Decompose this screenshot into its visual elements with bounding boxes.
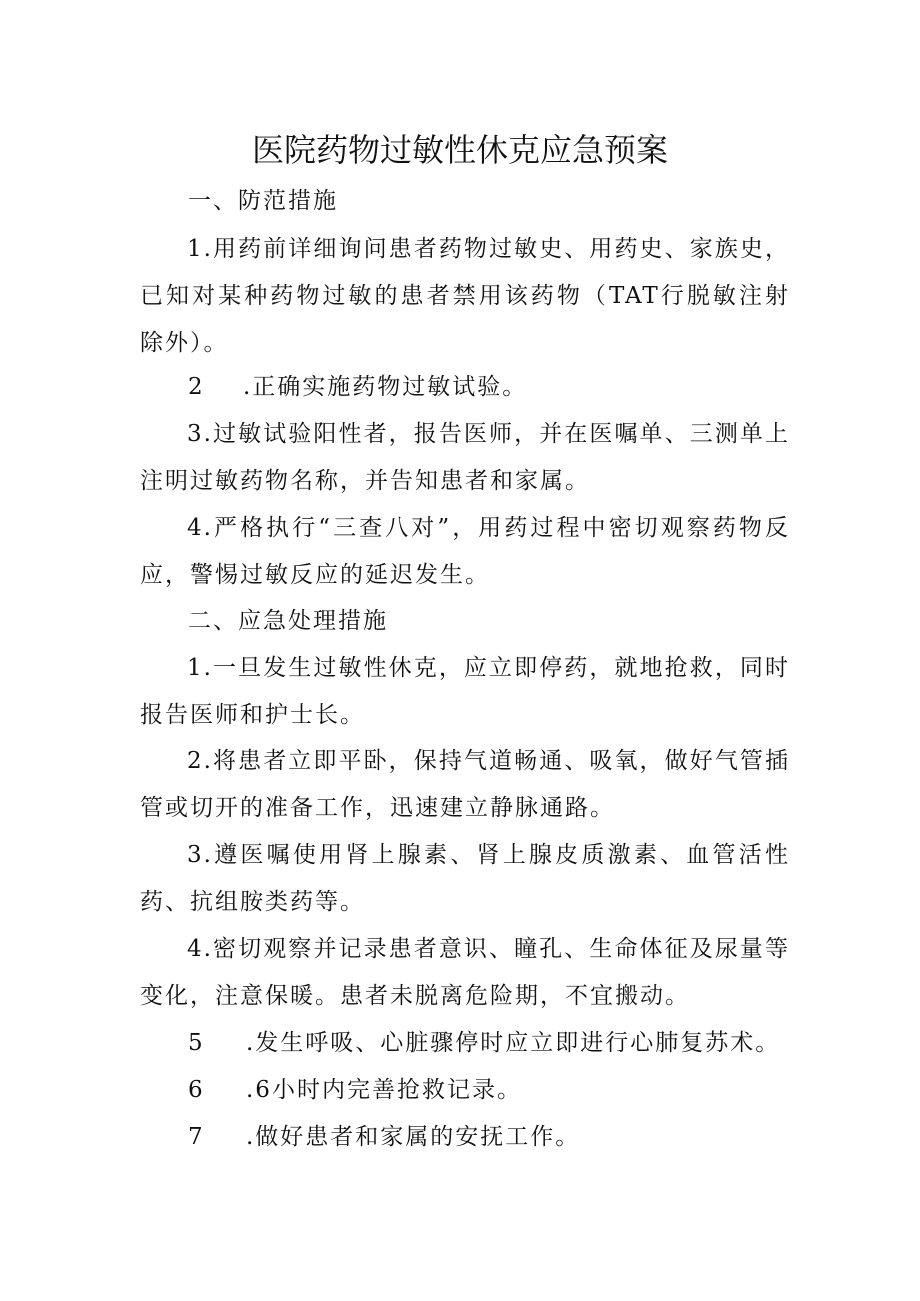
paragraph-text: 3.遵医嘱使用肾上腺素、肾上腺皮质激素、血管活性药、抗组胺类药等。 bbox=[140, 842, 790, 915]
paragraph-prevention-1 bbox=[140, 226, 790, 367]
paragraph-emergency-5 bbox=[188, 1020, 780, 1067]
item-number: 7 bbox=[188, 1124, 205, 1150]
paragraph-text: .6小时内完善抢救记录。 bbox=[246, 1077, 522, 1103]
section-heading-prevention: 一、防范措施 bbox=[188, 188, 338, 214]
item-number: 6 bbox=[188, 1077, 205, 1103]
paragraph-prevention-2 bbox=[188, 364, 527, 411]
paragraph-emergency-4 bbox=[140, 926, 790, 1020]
paragraph-prevention-3 bbox=[140, 411, 790, 505]
paragraph-emergency-1 bbox=[140, 645, 790, 739]
paragraph-prevention-4 bbox=[140, 505, 790, 599]
paragraph-text: .正确实施药物过敏试验。 bbox=[243, 374, 528, 400]
document-title: 医院药物过敏性休克应急预案 bbox=[251, 131, 668, 169]
paragraph-emergency-3 bbox=[140, 832, 790, 926]
paragraph-text: 1.一旦发生过敏性休克，应立即停药，就地抢救，同时报告医师和护士长。 bbox=[140, 655, 790, 728]
paragraph-text: 3.过敏试验阳性者，报告医师，并在医嘱单、三测单上注明过敏药物名称，并告知患者和家属。 bbox=[140, 421, 790, 494]
item-number: 5 bbox=[188, 1030, 205, 1056]
paragraph-emergency-7 bbox=[188, 1114, 580, 1161]
paragraph-text: 2.将患者立即平卧，保持气道畅通、吸氧，做好气管插管或切开的准备工作，迅速建立静脉通路。 bbox=[140, 748, 790, 821]
section-heading-emergency: 二、应急处理措施 bbox=[188, 608, 388, 634]
paragraph-text: 1.用药前详细询问患者药物过敏史、用药史、家族史，已知对某种药物过敏的患者禁用该药物（TAT行脱敏注射除外）。 bbox=[140, 236, 790, 356]
paragraph-text: .发生呼吸、心脏骤停时应立即进行心肺复苏术。 bbox=[246, 1030, 781, 1056]
paragraph-text: 4.密切观察并记录患者意识、瞳孔、生命体征及尿量等变化，注意保暖。患者未脱离危险期，不宜搬动。 bbox=[140, 936, 790, 1009]
paragraph-text: 4.严格执行“三查八对”，用药过程中密切观察药物反应，警惕过敏反应的延迟发生。 bbox=[140, 515, 790, 588]
paragraph-text: .做好患者和家属的安抚工作。 bbox=[246, 1124, 581, 1150]
item-number: 2 bbox=[188, 374, 205, 400]
paragraph-emergency-2 bbox=[140, 738, 790, 832]
paragraph-emergency-6 bbox=[188, 1067, 522, 1114]
